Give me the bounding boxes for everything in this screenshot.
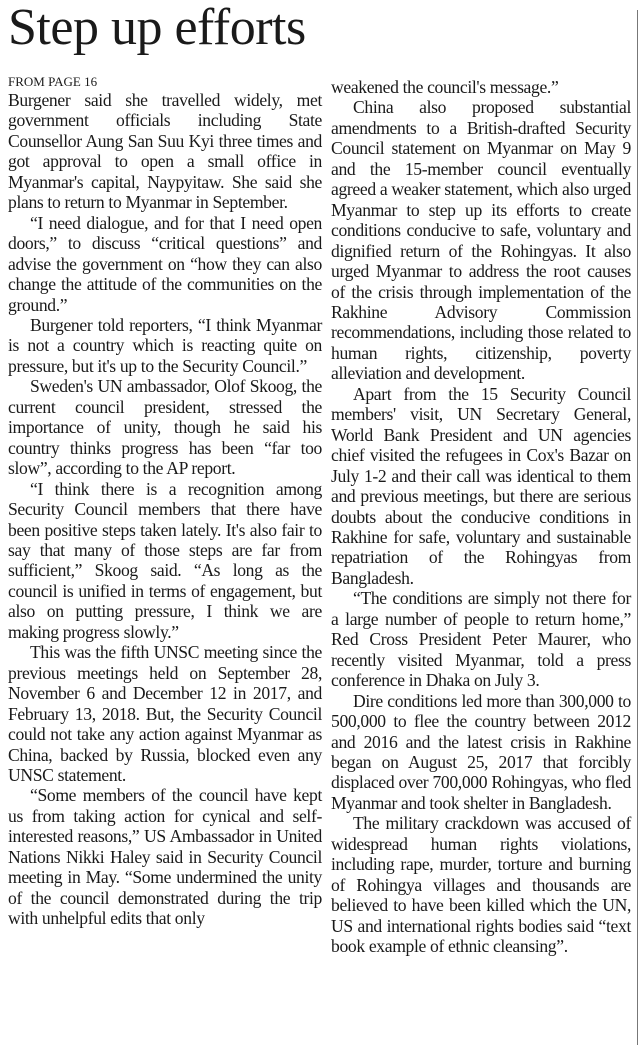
paragraph: “The conditions are simply not there for a large number of people to return home,” Red Cross President Peter Maurer, who recently visited Myanmar, told a press conference in Dhaka on July 3. — [331, 588, 631, 691]
paragraph: Burgener told reporters, “I think Myanmar is not a country which is reacting quite on pressure, but it's up to the Security Council.” — [8, 314, 322, 376]
headline: Step up efforts — [8, 0, 306, 56]
paragraph: Apart from the 15 Security Council members' visit, UN Secretary General, World Bank President and UN agencies chief visited the refugees in Cox's Bazar on July 1-2 and their call was identical to them and previous meetings, but there are serious doubts about the conducive conditions in Rakhine for safe, voluntary and sustainable repatriation of the Rohingyas from Bangladesh. — [331, 383, 631, 588]
paragraph: Dire conditions led more than 300,000 to 500,000 to flee the country between 2012 and 2016 and the latest crisis in Rakhine began on August 25, 2017 that forcibly displaced over 700,000 Rohingyas, who fled Myanmar and took shelter in Bangladesh. — [331, 690, 631, 813]
paragraph: Sweden's UN ambassador, Olof Skoog, the current council president, stressed the importance of unity, though he said his country thinks progress has been “far too slow”, according to the AP report. — [8, 376, 322, 479]
paragraph: This was the fifth UNSC meeting since the previous meetings held on September 28, November 6 and December 12 in 2017, and February 13, 2018. But, the Security Council could not take any action against Myanmar as China, backed by Russia, blocked even any UNSC statement. — [8, 642, 322, 785]
article-column-1 — [8, 74, 322, 929]
paragraph: The military crackdown was accused of widespread human rights violations, including rape, murder, torture and burning of Rohingya villages and thousands are believed to have been killed which the UN, US and international rights bodies said “text book example of ethnic cleansing”. — [331, 813, 631, 957]
paragraph: China also proposed substantial amendments to a British-drafted Security Council statement on Myanmar on May 9 and the 15-member council eventually agreed a weaker statement, which also urged Myanmar to step up its efforts to create conditions conducive to safe, voluntary and dignified return of the Rohingyas. It also urged Myanmar to address the root causes of the crisis through implementation of the Rakhine Advisory Commission recommendations, including those related to human rights, citizenship, poverty alleviation and development. — [331, 97, 631, 384]
paragraph: “Some members of the council have kept us from taking action for cynical and self-interested reasons,” US Ambassador in United Nations Nikki Haley said in Security Council meeting in May. “Some undermined the unity of the council demonstrated during the trip with unhelpful edits that only — [8, 785, 322, 929]
continued-from-label: FROM PAGE 16 — [8, 74, 98, 89]
column-rule — [637, 10, 638, 1045]
paragraph-continuation: weakened the council's message.” — [331, 77, 559, 97]
article-column-2 — [331, 77, 631, 956]
paragraph: Burgener said she travelled widely, met government officials including State Counsellor Aung San Suu Kyi three times and got approval to open a small office in Myanmar's capital, Naypyitaw. She said she plans to return to Myanmar in September. — [8, 90, 322, 213]
paragraph: “I need dialogue, and for that I need open doors,” to discuss “critical questions” and advise the government on “how they can also change the attitude of the communities on the ground.” — [8, 212, 322, 315]
paragraph: “I think there is a recognition among Security Council members that there have been positive steps taken lately. It's also fair to say that many of those steps are far from sufficient,” Skoog said. “As long as the council is unified in terms of engagement, but also on putting pressure, I think we are making progress slowly.” — [8, 478, 322, 642]
